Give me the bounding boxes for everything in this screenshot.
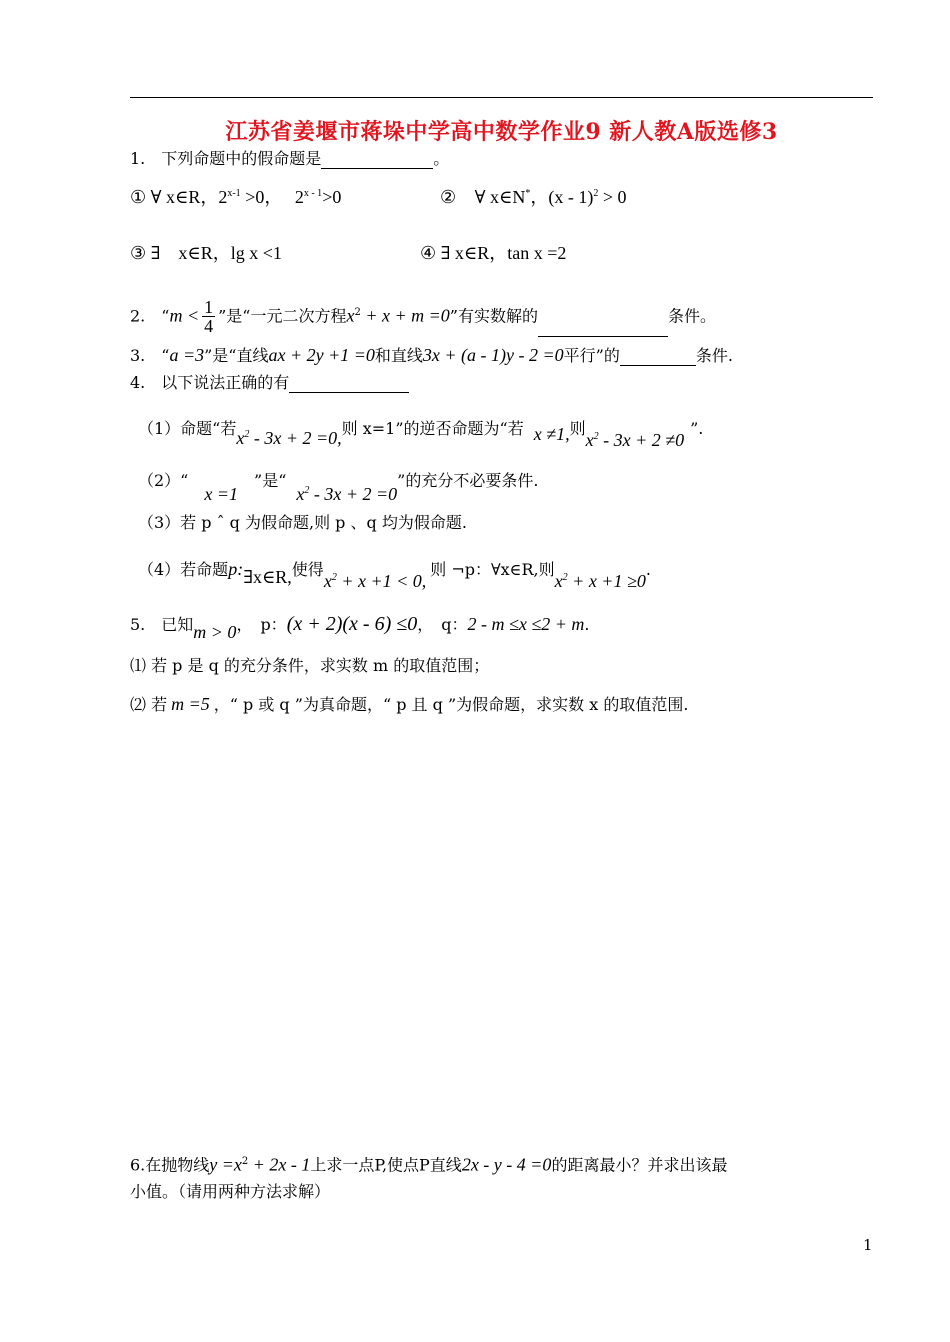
question-3: 3. “a =3”是“直线ax + 2y +1 =0和直线3x + (a - 1)y - 2 =0平行”的 条件. <box>130 345 733 365</box>
q5-subquestion-2: ⑵ 若 m =5 ，“ p 或 q ”为真命题，“ p 且 q ”为假命题，求实数 x 的取值范围. <box>130 694 689 714</box>
q4-statement-1: （1）命题“若$x^2 - 3x + 2 =0$,则 x=1”的逆否命题为“若 x ≠1,则$x^2 - 3x + 2 \ne 0$”. <box>138 419 704 450</box>
q4-statement-4: （4）若命题p:∃x∈R,使得$x^2 + x +1 < 0$,则 ¬p：∀x∈R,则$x^2 + x +1 \ge 0$. <box>138 559 651 591</box>
question-5-stem: 5. 已知m > 0， p：(x + 2)(x - 6) ≤0， q：2 - m ≤x ≤2 + m. <box>130 613 590 642</box>
q1-option-4: ④ ∃ x∈R，tan x =2 <box>420 243 567 263</box>
question-4-stem: 4. 以下说法正确的有 <box>130 373 409 393</box>
q1-option-3: ③ ∃ x∈R，lg x <1 <box>130 243 282 263</box>
header-rule <box>130 97 873 98</box>
question-1-stem: 1. 下列命题中的假命题是 。 <box>130 149 450 168</box>
question-6: 6.在抛物线$y =x^2 + 2x - 1$上求一点P,使点P直线2x - y - 4 =0的距离最小？并求出该最 <box>130 1154 728 1175</box>
answer-blank-4[interactable] <box>289 376 409 393</box>
page-number: 1 <box>863 1236 873 1254</box>
question-6-continued: 小值。（请用两种方法求解） <box>130 1182 331 1201</box>
q1-option-2: ② ∀ x∈N*，(x - 1)$^2$ > 0 <box>440 187 627 207</box>
q4-statement-3: （3）若 p ˆ q 为假命题,则 p 、q 均为假命题. <box>138 513 467 532</box>
page-title: 江苏省姜堰市蒋垛中学高中数学作业9 新人教A版选修3 <box>225 119 778 145</box>
answer-blank-2[interactable] <box>538 320 668 337</box>
fraction-one-quarter: $\frac{1}{4}$ <box>204 297 214 337</box>
question-2: 2. “m < $\frac{1}{4}$ ”是“一元二次方程$x^2 + x + m =0$”有实数解的 条件。 <box>130 297 716 337</box>
q4-statement-2: （2）“x =1”是“$x^2 - 3x + 2 =0$”的充分不必要条件. <box>138 471 539 504</box>
answer-blank-3[interactable] <box>620 349 696 366</box>
q1-option-1: ① ∀ x∈R，2$^{x-1}$ >0， $2^{x - 1}>0$ <box>130 187 342 207</box>
q5-subquestion-1: ⑴ 若 p 是 q 的充分条件，求实数 m 的取值范围； <box>130 656 490 675</box>
answer-blank-1[interactable] <box>321 152 433 169</box>
